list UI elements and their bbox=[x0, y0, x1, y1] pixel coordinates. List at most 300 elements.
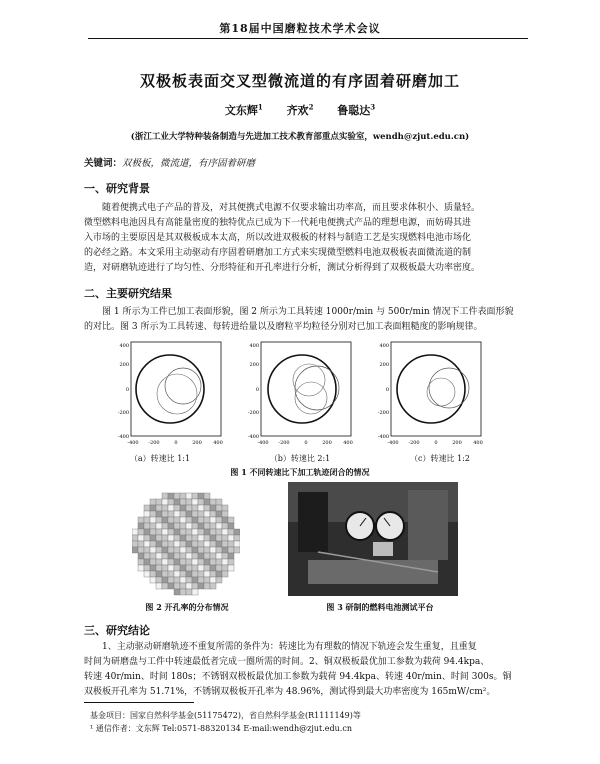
grid-cell bbox=[222, 529, 228, 535]
grid-cell bbox=[234, 529, 240, 535]
grid-cell bbox=[186, 571, 192, 577]
grid-cell bbox=[192, 517, 198, 523]
grid-cell bbox=[168, 511, 174, 517]
grid-cell bbox=[204, 511, 210, 517]
grid-cell bbox=[144, 529, 150, 535]
grid-cell bbox=[162, 499, 168, 505]
grid-cell bbox=[192, 553, 198, 559]
x-tick-label: 0 bbox=[304, 440, 308, 446]
y-tick-label: 400 bbox=[249, 343, 259, 349]
grid-cell bbox=[228, 535, 234, 541]
grid-cell bbox=[180, 553, 186, 559]
grid-cell bbox=[132, 529, 138, 535]
grid-cell bbox=[192, 583, 198, 589]
grid-cell bbox=[210, 505, 216, 511]
y-tick-label: 200 bbox=[379, 362, 389, 368]
body-line: 造，对研磨轨迹进行了均匀性、分形特征和开孔率进行分析，测试分析得到了双极板最大功率密度。 bbox=[84, 263, 481, 273]
x-tick-label: 200 bbox=[322, 440, 332, 446]
grid-cell bbox=[210, 547, 216, 553]
grid-cell bbox=[198, 493, 204, 499]
grid-cell bbox=[150, 571, 156, 577]
grid-cell bbox=[144, 541, 150, 547]
grid-cell bbox=[150, 553, 156, 559]
grid-cell bbox=[150, 505, 156, 511]
keywords bbox=[84, 155, 255, 169]
author: 齐欢$^2$ bbox=[286, 102, 314, 117]
grid-cell bbox=[168, 583, 174, 589]
grid-cell bbox=[198, 553, 204, 559]
grid-cell bbox=[198, 559, 204, 565]
grid-cell bbox=[228, 547, 234, 553]
trajectory-curve bbox=[295, 366, 339, 410]
grid-cell bbox=[144, 559, 150, 565]
figure-caption: 图 3 研制的燃料电池测试平台 bbox=[326, 602, 434, 612]
y-tick-label: -400 bbox=[377, 434, 389, 440]
plot-frame bbox=[261, 342, 351, 436]
grid-cell bbox=[138, 517, 144, 523]
body-line: 入市场的主要原因是其双极板成本太高，所以改进双极板的材料与制造工艺是实现燃料电池市场化 bbox=[84, 233, 472, 243]
grid-cell bbox=[186, 499, 192, 505]
grid-cell bbox=[180, 529, 186, 535]
grid-cell bbox=[156, 583, 162, 589]
grid-cell bbox=[186, 583, 192, 589]
figure-caption: 图 2 开孔率的分布情况 bbox=[145, 602, 229, 612]
grid-cell bbox=[162, 493, 168, 499]
x-tick-label: 200 bbox=[192, 440, 202, 446]
grid-cell bbox=[210, 565, 216, 571]
grid-cell bbox=[210, 553, 216, 559]
grid-cell bbox=[174, 571, 180, 577]
grid-cell bbox=[222, 517, 228, 523]
grid-cell bbox=[180, 493, 186, 499]
grid-cell bbox=[168, 559, 174, 565]
x-tick-label: 400 bbox=[473, 440, 483, 446]
section-body bbox=[84, 305, 516, 335]
y-tick-label: -400 bbox=[117, 434, 129, 440]
grid-cell bbox=[198, 535, 204, 541]
section-heading: 二、主要研究结果 bbox=[84, 287, 172, 300]
grid-cell bbox=[222, 511, 228, 517]
grid-cell bbox=[174, 505, 180, 511]
grid-cell bbox=[222, 571, 228, 577]
grid-cell bbox=[162, 583, 168, 589]
trajectory-curve bbox=[429, 368, 469, 408]
footnote-rule bbox=[84, 702, 194, 703]
y-tick-label: 400 bbox=[379, 343, 389, 349]
grid-cell bbox=[168, 565, 174, 571]
grid-cell bbox=[222, 505, 228, 511]
grid-cell bbox=[168, 553, 174, 559]
grid-cell bbox=[186, 547, 192, 553]
grid-cell bbox=[168, 547, 174, 553]
grid-cell bbox=[150, 565, 156, 571]
grid-cell bbox=[186, 529, 192, 535]
grid-cell bbox=[162, 523, 168, 529]
grid-cell bbox=[180, 517, 186, 523]
paper-title: 双极板表面交叉型微流道的有序固着研磨加工 bbox=[139, 72, 460, 90]
grid-cell bbox=[186, 565, 192, 571]
grid-cell bbox=[138, 523, 144, 529]
grid-cell bbox=[216, 571, 222, 577]
keywords-value: 双极板，微流道，有序固着研磨 bbox=[122, 158, 256, 169]
grid-cell bbox=[186, 589, 192, 595]
grid-cell bbox=[204, 541, 210, 547]
grid-cell bbox=[192, 577, 198, 583]
grid-cell bbox=[222, 523, 228, 529]
grid-cell bbox=[150, 577, 156, 583]
grid-cell bbox=[192, 529, 198, 535]
grid-cell bbox=[216, 559, 222, 565]
grid-cell bbox=[192, 535, 198, 541]
grid-cell bbox=[132, 541, 138, 547]
grid-cell bbox=[162, 565, 168, 571]
grid-cell bbox=[216, 523, 222, 529]
grid-cell bbox=[204, 499, 210, 505]
grid-cell bbox=[168, 499, 174, 505]
grid-cell bbox=[198, 571, 204, 577]
grid-cell bbox=[144, 553, 150, 559]
trajectory-curve bbox=[427, 378, 455, 406]
grid-cell bbox=[210, 511, 216, 517]
grid-cell bbox=[204, 565, 210, 571]
grid-cell bbox=[156, 517, 162, 523]
grid-cell bbox=[198, 499, 204, 505]
grid-cell bbox=[150, 499, 156, 505]
trajectory-plot-c bbox=[375, 340, 485, 452]
grid-cell bbox=[216, 535, 222, 541]
grid-cell bbox=[132, 547, 138, 553]
grid-cell bbox=[156, 571, 162, 577]
body-line: 随着便携式电子产品的普及，对其便携式电源不仅要求输出功率高，而且要求体积小、质量轻。 bbox=[102, 203, 481, 213]
trajectory-plot-b bbox=[245, 340, 355, 452]
y-tick-label: -200 bbox=[247, 410, 259, 416]
grid-cell bbox=[198, 547, 204, 553]
grid-cell bbox=[216, 517, 222, 523]
grid-cell bbox=[180, 565, 186, 571]
grid-cell bbox=[138, 541, 144, 547]
y-tick-label: 200 bbox=[119, 362, 129, 368]
affiliation: (浙江工业大学特种装备制造与先进加工技术教育部重点实验室，wendh@zjut.edu.cn) bbox=[130, 132, 470, 142]
grid-cell bbox=[162, 547, 168, 553]
grid-cell bbox=[204, 535, 210, 541]
grid-cell bbox=[228, 553, 234, 559]
grid-cell bbox=[156, 559, 162, 565]
grid-cell bbox=[210, 529, 216, 535]
grid-cell bbox=[156, 529, 162, 535]
grid-cell bbox=[138, 565, 144, 571]
grid-cell bbox=[174, 541, 180, 547]
y-tick-label: -200 bbox=[117, 410, 129, 416]
section-heading: 一、研究背景 bbox=[84, 182, 150, 195]
section-body bbox=[84, 640, 516, 700]
grid-cell bbox=[186, 523, 192, 529]
grid-cell bbox=[156, 535, 162, 541]
x-tick-label: -400 bbox=[127, 440, 139, 446]
grid-cell bbox=[210, 499, 216, 505]
grid-cell bbox=[234, 541, 240, 547]
grid-cell bbox=[174, 529, 180, 535]
aperture-distribution-figure bbox=[132, 487, 240, 597]
body-line: 微型燃料电池因具有高能量密度的独特优点已成为下一代耗电便携式产品的理想电源，而妨碍其进 bbox=[84, 218, 472, 228]
body-line: 的对比。图 3 所示为工具转速、每转进给量以及磨粒平均粒径分别对已加工表面粗糙度的影响规律。 bbox=[84, 322, 483, 332]
grid-cell bbox=[222, 535, 228, 541]
grid-cell bbox=[198, 523, 204, 529]
grid-cell bbox=[162, 541, 168, 547]
grid-cell bbox=[210, 571, 216, 577]
grid-cell bbox=[180, 571, 186, 577]
grid-cell bbox=[216, 553, 222, 559]
x-tick-label: 400 bbox=[343, 440, 353, 446]
y-tick-label: 200 bbox=[249, 362, 259, 368]
trajectory-curve bbox=[293, 364, 325, 396]
grid-cell bbox=[210, 535, 216, 541]
grid-cell bbox=[192, 523, 198, 529]
grid-cell bbox=[174, 493, 180, 499]
grid-cell bbox=[198, 541, 204, 547]
grid-cell bbox=[138, 529, 144, 535]
grid-cell bbox=[174, 565, 180, 571]
y-tick-label: -400 bbox=[247, 434, 259, 440]
grid-cell bbox=[174, 577, 180, 583]
grid-cell bbox=[156, 565, 162, 571]
section-body bbox=[84, 201, 516, 276]
grid-cell bbox=[204, 529, 210, 535]
grid-cell bbox=[174, 517, 180, 523]
grid-cell bbox=[216, 511, 222, 517]
grid-cell bbox=[198, 565, 204, 571]
grid-cell bbox=[234, 547, 240, 553]
grid-cell bbox=[144, 547, 150, 553]
x-tick-label: -200 bbox=[278, 440, 290, 446]
grid-cell bbox=[228, 529, 234, 535]
author: 文东辉$^1$ bbox=[224, 102, 263, 117]
grid-cell bbox=[198, 511, 204, 517]
x-tick-label: 200 bbox=[452, 440, 462, 446]
grid-cell bbox=[138, 559, 144, 565]
x-tick-label: 0 bbox=[434, 440, 438, 446]
grid-cell bbox=[174, 559, 180, 565]
grid-cell bbox=[198, 577, 204, 583]
footnote-funding: 基金项目：国家自然科学基金(51175472)，省自然科学基金(R1111149)等 bbox=[90, 711, 361, 720]
grid-cell bbox=[162, 529, 168, 535]
grid-cell bbox=[168, 529, 174, 535]
grid-cell bbox=[156, 511, 162, 517]
grid-cell bbox=[192, 511, 198, 517]
grid-cell bbox=[162, 505, 168, 511]
grid-cell bbox=[162, 511, 168, 517]
grid-cell bbox=[144, 565, 150, 571]
grid-cell bbox=[210, 559, 216, 565]
grid-cell bbox=[222, 553, 228, 559]
grid-cell bbox=[168, 535, 174, 541]
grid-cell bbox=[150, 517, 156, 523]
grid-cell bbox=[180, 505, 186, 511]
trajectory-plot-a bbox=[115, 340, 225, 452]
author: 鲁聪达$^3$ bbox=[337, 102, 376, 117]
grid-cell bbox=[192, 541, 198, 547]
grid-cell bbox=[186, 553, 192, 559]
grid-cell bbox=[180, 547, 186, 553]
x-tick-label: -400 bbox=[387, 440, 399, 446]
grid-cell bbox=[138, 553, 144, 559]
grid-cell bbox=[180, 589, 186, 595]
grid-cell bbox=[204, 577, 210, 583]
grid-cell bbox=[144, 535, 150, 541]
grid-cell bbox=[204, 523, 210, 529]
grid-cell bbox=[222, 541, 228, 547]
grid-cell bbox=[222, 559, 228, 565]
grid-cell bbox=[162, 559, 168, 565]
grid-cell bbox=[210, 577, 216, 583]
grid-cell bbox=[198, 517, 204, 523]
grid-cell bbox=[144, 511, 150, 517]
grid-cell bbox=[156, 577, 162, 583]
body-line: 的必经之路。本文采用主动驱动有序固着研磨加工方式来实现微型燃料电池双极板表面微流道的制 bbox=[84, 248, 472, 258]
grid-cell bbox=[138, 547, 144, 553]
grid-cell bbox=[144, 505, 150, 511]
grid-cell bbox=[168, 577, 174, 583]
grid-cell bbox=[216, 529, 222, 535]
y-tick-label: 400 bbox=[119, 343, 129, 349]
grid-cell bbox=[186, 511, 192, 517]
y-tick-label: 0 bbox=[385, 387, 389, 393]
subfigure-caption: （b）转速比 2:1 bbox=[269, 454, 331, 463]
grid-cell bbox=[192, 493, 198, 499]
grid-cell bbox=[204, 553, 210, 559]
grid-cell bbox=[180, 541, 186, 547]
grid-cell bbox=[186, 577, 192, 583]
section-heading: 三、研究结论 bbox=[84, 624, 150, 637]
grid-cell bbox=[204, 583, 210, 589]
grid-cell bbox=[180, 523, 186, 529]
grid-cell bbox=[156, 499, 162, 505]
grid-cells bbox=[132, 493, 240, 595]
grid-cell bbox=[144, 571, 150, 577]
header-rule bbox=[88, 38, 528, 39]
grid-cell bbox=[162, 553, 168, 559]
grid-cell bbox=[198, 505, 204, 511]
grid-cell bbox=[180, 583, 186, 589]
grid-cell bbox=[204, 571, 210, 577]
subfigure-caption: （c）转速比 1:2 bbox=[410, 454, 470, 463]
body-line: 转速 40r/min、时间 180s；不锈钢双极板最优加工参数为载荷 94.4kpa、转速 40r/min、时间 300s。铜 bbox=[84, 672, 512, 682]
grid-cell bbox=[186, 559, 192, 565]
grid-cell bbox=[132, 535, 138, 541]
grid-cell bbox=[186, 505, 192, 511]
grid-cell bbox=[192, 547, 198, 553]
grid-cell bbox=[210, 583, 216, 589]
grid-cell bbox=[210, 523, 216, 529]
grid-cell bbox=[198, 583, 204, 589]
y-tick-label: -200 bbox=[377, 410, 389, 416]
grid-cell bbox=[168, 505, 174, 511]
grid-cell bbox=[192, 559, 198, 565]
grid-cell bbox=[192, 499, 198, 505]
grid-cell bbox=[180, 535, 186, 541]
y-tick-label: 0 bbox=[255, 387, 259, 393]
subfigure-caption: （a）转速比 1:1 bbox=[129, 454, 191, 463]
grid-cell bbox=[186, 535, 192, 541]
grid-cell bbox=[180, 499, 186, 505]
grid-cell bbox=[174, 589, 180, 595]
footnote-contact: ¹ 通信作者：文东辉 Tel:0571-88320134 E-mail:wendh@zjut.edu.cn bbox=[90, 724, 352, 733]
grid-cell bbox=[210, 517, 216, 523]
grid-cell bbox=[150, 541, 156, 547]
figure-caption: 图 1 不同转速比下加工轨迹闭合的情况 bbox=[230, 467, 370, 477]
grid-cell bbox=[180, 559, 186, 565]
grid-cell bbox=[216, 499, 222, 505]
test-platform-photo bbox=[288, 482, 458, 596]
grid-cell bbox=[192, 571, 198, 577]
grid-cell bbox=[150, 523, 156, 529]
body-line: 双极板开孔率为 51.71%，不锈钢双极板开孔率为 48.96%，测试得到最大功率密度为 165mW/cm²。 bbox=[84, 687, 496, 697]
grid-cell bbox=[150, 535, 156, 541]
grid-cell bbox=[192, 565, 198, 571]
grid-cell bbox=[168, 571, 174, 577]
grid-cell bbox=[156, 523, 162, 529]
y-tick-label: 0 bbox=[125, 387, 129, 393]
grid-cell bbox=[150, 559, 156, 565]
grid-cell bbox=[204, 493, 210, 499]
grid-cell bbox=[228, 559, 234, 565]
grid-cell bbox=[174, 499, 180, 505]
grid-cell bbox=[150, 547, 156, 553]
grid-cell bbox=[216, 547, 222, 553]
grid-cell bbox=[210, 541, 216, 547]
x-tick-label: -400 bbox=[257, 440, 269, 446]
grid-cell bbox=[174, 511, 180, 517]
grid-cell bbox=[156, 505, 162, 511]
grid-cell bbox=[216, 577, 222, 583]
grid-cell bbox=[180, 511, 186, 517]
grid-cell bbox=[168, 493, 174, 499]
grid-cell bbox=[216, 565, 222, 571]
grid-cell bbox=[204, 517, 210, 523]
running-head: 第18届中国磨粒技术学术会议 bbox=[219, 22, 381, 35]
photo-illustration bbox=[288, 482, 458, 596]
grid-cell bbox=[180, 577, 186, 583]
body-line: 1、主动驱动研磨轨迹不重复所需的条件为：转速比为有理数的情况下轨迹会发生重复，且重复 bbox=[102, 642, 477, 652]
trajectory-curve bbox=[268, 355, 336, 423]
x-tick-label: -200 bbox=[408, 440, 420, 446]
grid-cell bbox=[156, 547, 162, 553]
grid-cell bbox=[150, 511, 156, 517]
grid-cell bbox=[162, 577, 168, 583]
grid-cell bbox=[228, 565, 234, 571]
grid-cell bbox=[204, 559, 210, 565]
grid-cell bbox=[174, 583, 180, 589]
grid-cell bbox=[156, 541, 162, 547]
author-list bbox=[0, 102, 600, 118]
grid-cell bbox=[186, 517, 192, 523]
grid-cell bbox=[174, 535, 180, 541]
grid-cell bbox=[216, 505, 222, 511]
grid-cell bbox=[192, 505, 198, 511]
grid-cell bbox=[222, 565, 228, 571]
grid-cell bbox=[174, 523, 180, 529]
grid-cell bbox=[156, 553, 162, 559]
grid-cell bbox=[138, 535, 144, 541]
body-line: 图 1 所示为工件已加工表面形貌，图 2 所示为工具转速 1000r/min 与 500r/min 情况下工件表面形貌 bbox=[102, 307, 514, 317]
grid-cell bbox=[144, 517, 150, 523]
trajectory-curve bbox=[157, 374, 197, 414]
grid-cell bbox=[174, 553, 180, 559]
grid-cell bbox=[168, 517, 174, 523]
grid-cell bbox=[168, 541, 174, 547]
grid-cell bbox=[186, 541, 192, 547]
grid-cell bbox=[216, 541, 222, 547]
grid-cell bbox=[168, 523, 174, 529]
